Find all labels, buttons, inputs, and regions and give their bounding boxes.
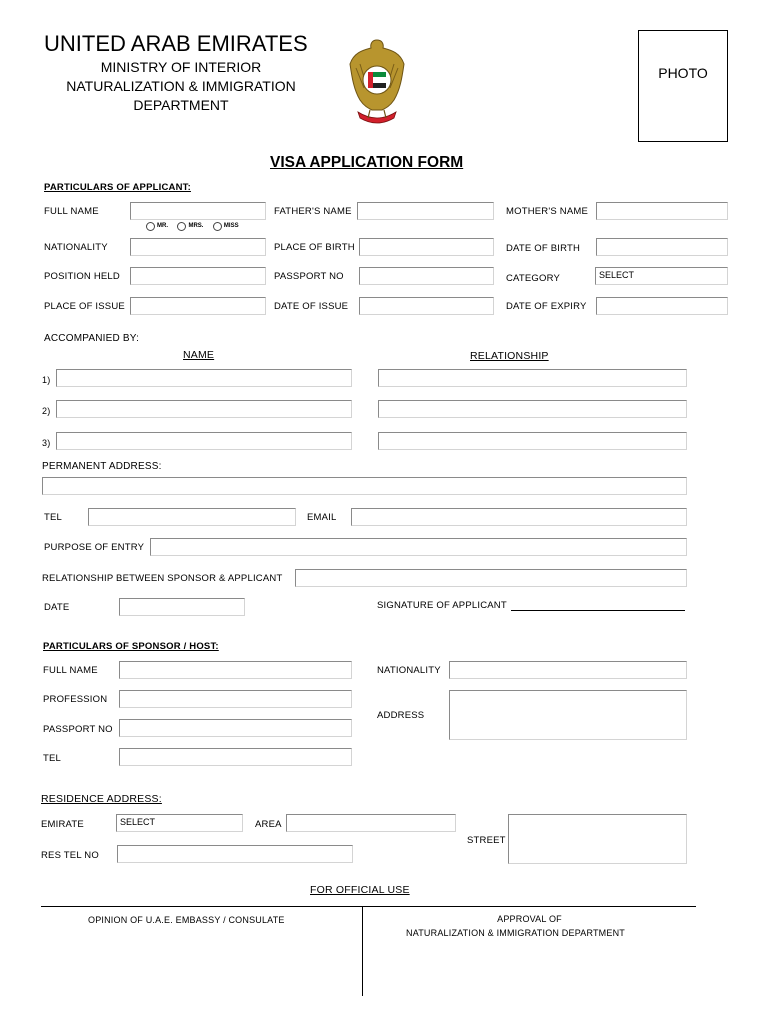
- accompanied-name-header: NAME: [183, 349, 215, 361]
- title-miss-radio[interactable]: [213, 222, 222, 231]
- tel-label: TEL: [44, 512, 63, 523]
- sponsor-heading: PARTICULARS OF SPONSOR / HOST:: [43, 641, 219, 652]
- date-input[interactable]: [119, 598, 245, 616]
- nationality-label: NATIONALITY: [44, 242, 108, 253]
- country-title: UNITED ARAB EMIRATES: [44, 31, 308, 56]
- date-label: DATE: [44, 602, 70, 613]
- title-miss-label: MISS: [223, 223, 239, 229]
- date-of-birth-input[interactable]: [596, 238, 728, 256]
- street-input[interactable]: [508, 814, 687, 864]
- mothers-name-input[interactable]: [596, 202, 728, 220]
- signature-line[interactable]: [511, 610, 685, 611]
- sponsor-tel-label: TEL: [43, 753, 62, 764]
- residence-heading: RESIDENCE ADDRESS:: [41, 793, 162, 805]
- date-of-expiry-input[interactable]: [596, 297, 728, 315]
- relationship-sponsor-input[interactable]: [295, 569, 687, 587]
- signature-label: SIGNATURE OF APPLICANT: [377, 600, 507, 611]
- official-use-top-rule: [41, 906, 696, 907]
- relationship-sponsor-label: RELATIONSHIP BETWEEN SPONSOR & APPLICANT: [42, 573, 283, 584]
- uae-emblem-falcon-icon: [346, 34, 408, 128]
- date-of-issue-label: DATE OF ISSUE: [274, 301, 349, 312]
- department-line2: DEPARTMENT: [133, 97, 229, 113]
- purpose-of-entry-label: PURPOSE OF ENTRY: [44, 542, 145, 553]
- emirate-select[interactable]: SELECT: [116, 814, 243, 832]
- title-mrs-label: MRS.: [188, 223, 204, 229]
- accompanied-heading: ACCOMPANIED BY:: [44, 333, 140, 344]
- ministry-title: MINISTRY OF INTERIOR: [100, 59, 262, 75]
- sponsor-tel-input[interactable]: [119, 748, 352, 766]
- full-name-label: FULL NAME: [44, 206, 99, 217]
- title-mr-radio[interactable]: [146, 222, 155, 231]
- mothers-name-label: MOTHER'S NAME: [506, 206, 589, 217]
- photo-box[interactable]: [638, 30, 728, 142]
- place-of-issue-label: PLACE OF ISSUE: [44, 301, 125, 312]
- sponsor-passport-no-input[interactable]: [119, 719, 352, 737]
- place-of-birth-input[interactable]: [359, 238, 494, 256]
- applicant-heading: PARTICULARS OF APPLICANT:: [44, 182, 191, 193]
- sponsor-passport-no-label: PASSPORT NO: [43, 724, 113, 735]
- sponsor-nationality-input[interactable]: [449, 661, 687, 679]
- approval-line2: NATURALIZATION & IMMIGRATION DEPARTMENT: [406, 928, 625, 938]
- accompanied-relationship-header: RELATIONSHIP: [470, 350, 549, 362]
- accompanied-name-3-input[interactable]: [56, 432, 352, 450]
- accompanied-name-2-input[interactable]: [56, 400, 352, 418]
- res-tel-no-label: RES TEL NO: [41, 850, 99, 861]
- place-of-birth-label: PLACE OF BIRTH: [274, 242, 355, 253]
- fathers-name-label: FATHER'S NAME: [274, 206, 352, 217]
- res-tel-no-input[interactable]: [117, 845, 353, 863]
- photo-label: PHOTO: [658, 65, 708, 81]
- position-held-input[interactable]: [130, 267, 266, 285]
- place-of-issue-input[interactable]: [130, 297, 266, 315]
- date-of-expiry-label: DATE OF EXPIRY: [506, 301, 587, 312]
- accompanied-row-2-label: 2): [42, 406, 51, 416]
- form-title: VISA APPLICATION FORM: [270, 154, 464, 171]
- sponsor-full-name-label: FULL NAME: [43, 665, 98, 676]
- accompanied-row-1-label: 1): [42, 375, 51, 385]
- category-label: CATEGORY: [506, 273, 561, 284]
- accompanied-row-3-label: 3): [42, 438, 51, 448]
- sponsor-nationality-label: NATIONALITY: [377, 665, 441, 676]
- title-mr-label: MR.: [157, 223, 168, 229]
- fathers-name-input[interactable]: [357, 202, 494, 220]
- sponsor-profession-input[interactable]: [119, 690, 352, 708]
- tel-input[interactable]: [88, 508, 296, 526]
- sponsor-address-label: ADDRESS: [377, 710, 425, 721]
- date-of-issue-input[interactable]: [359, 297, 494, 315]
- permanent-address-input[interactable]: [42, 477, 687, 495]
- sponsor-profession-label: PROFESSION: [43, 694, 108, 705]
- email-input[interactable]: [351, 508, 687, 526]
- title-mrs-radio[interactable]: [177, 222, 186, 231]
- sponsor-address-input[interactable]: [449, 690, 687, 740]
- area-label: AREA: [255, 819, 282, 830]
- accompanied-name-1-input[interactable]: [56, 369, 352, 387]
- accompanied-relationship-1-input[interactable]: [378, 369, 687, 387]
- date-of-birth-label: DATE OF BIRTH: [506, 243, 581, 254]
- official-use-heading: FOR OFFICIAL USE: [310, 884, 410, 896]
- approval-line1: APPROVAL OF: [497, 914, 562, 924]
- embassy-opinion-label: OPINION OF U.A.E. EMBASSY / CONSULATE: [88, 915, 285, 925]
- sponsor-full-name-input[interactable]: [119, 661, 352, 679]
- accompanied-relationship-3-input[interactable]: [378, 432, 687, 450]
- accompanied-relationship-2-input[interactable]: [378, 400, 687, 418]
- category-select[interactable]: SELECT: [595, 267, 728, 285]
- title-radio-group: [146, 221, 244, 231]
- permanent-address-label: PERMANENT ADDRESS:: [42, 461, 162, 472]
- nationality-input[interactable]: [130, 238, 266, 256]
- passport-no-label: PASSPORT NO: [274, 271, 344, 282]
- email-label: EMAIL: [307, 512, 337, 523]
- passport-no-input[interactable]: [359, 267, 494, 285]
- area-input[interactable]: [286, 814, 456, 832]
- full-name-input[interactable]: [130, 202, 266, 220]
- emirate-label: EMIRATE: [41, 819, 84, 830]
- department-line1: NATURALIZATION & IMMIGRATION: [66, 78, 296, 94]
- purpose-of-entry-input[interactable]: [150, 538, 687, 556]
- position-held-label: POSITION HELD: [44, 271, 120, 282]
- street-label: STREET: [467, 835, 506, 846]
